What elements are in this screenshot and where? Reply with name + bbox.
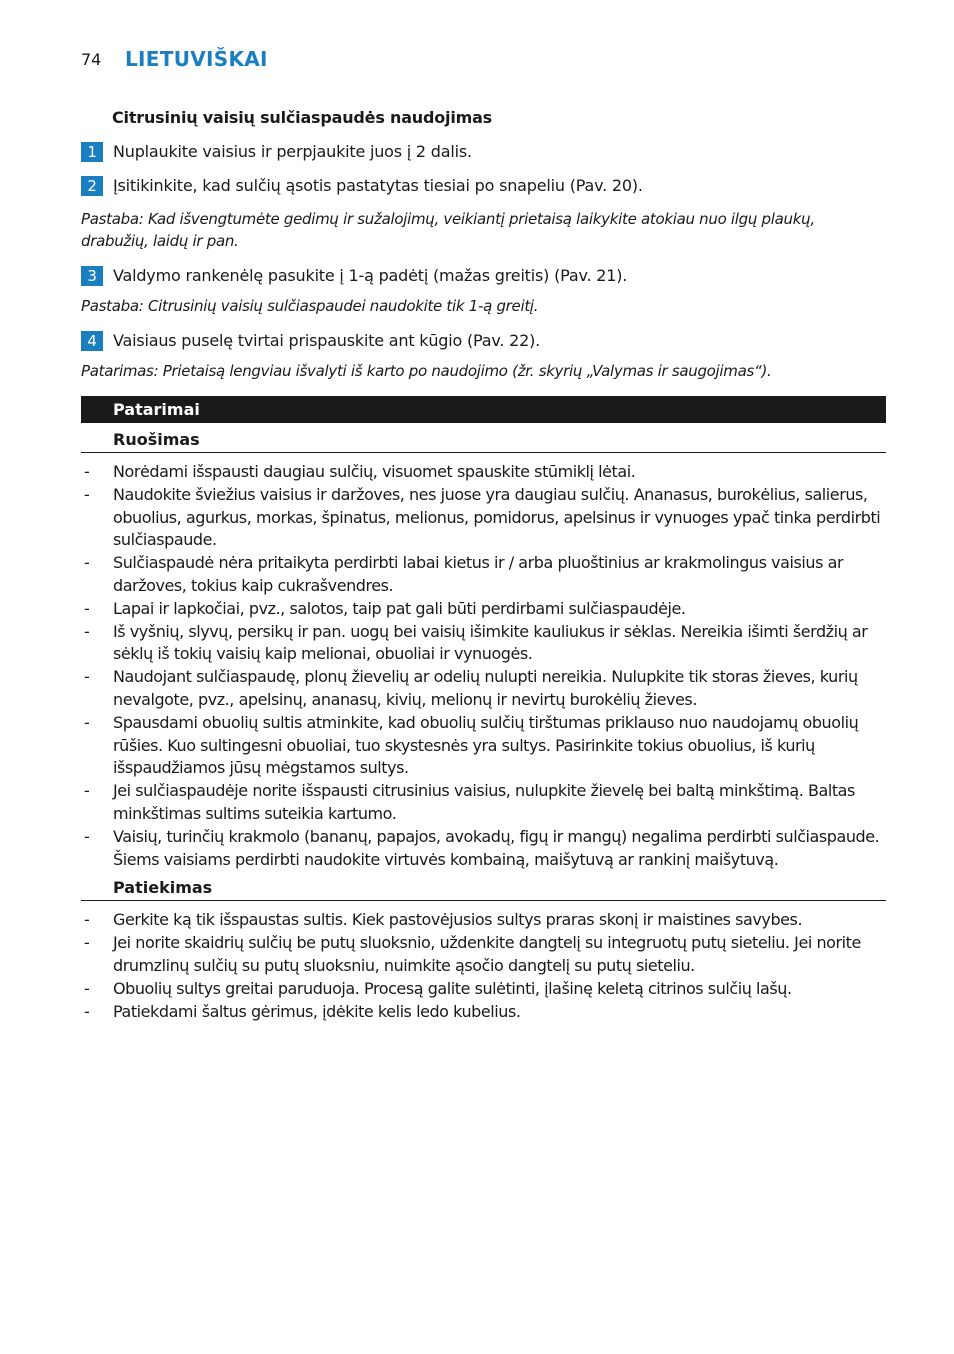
note-safety: Pastaba: Kad išvengtumėte gedimų ir sužalojimų, veikiantį prietaisą laikykite atokiau nuo ilgų plaukų, drabužių, laidų ir pan.: [81, 210, 815, 250]
tip-cleaning: Patarimas: Prietaisą lengviau išvalyti iš karto po naudojimo (žr. skyrių „Valymas ir saugojimas“).: [81, 362, 772, 380]
list-item: - Gerkite ką tik išspaustas sultis. Kiek pastovėjusios sultys praras skonį ir maistines savybes.: [81, 909, 886, 932]
list-item: - Jei norite skaidrių sulčių be putų sluoksnio, uždenkite dangtelį su integruotų putų sieteliu. Jei norite drumzlinų sulčių su putų sluoksniu, nuimkite ąsočio dangtelį su putų sieteliu.: [81, 932, 886, 978]
list-item: - Spausdami obuolių sultis atminkite, kad obuolių sulčių tirštumas priklauso nuo naudojamų obuolių rūšies. Kuo sultingesni obuoliai, tuo skystesnės yra sultys. Pasirinkite tokius obuolius, iš kurių išspaudžiamos jūsų mėgstamos sultys.: [81, 712, 886, 780]
language-title: LIETUVIŠKAI: [125, 47, 268, 71]
page-number: 74: [81, 50, 102, 69]
list-item: - Vaisių, turinčių krakmolo (bananų, papajos, avokadų, figų ir mangų) negalima perdirbti sulčiaspaude. Šiems vaisiams perdirbti naudokite virtuvės kombainą, maišytuvą ar rankinį maišytuvą.: [81, 826, 886, 872]
note-speed: Pastaba: Citrusinių vaisių sulčiaspaudei naudokite tik 1-ą greitį.: [81, 297, 539, 315]
step-number-badge: 3: [81, 266, 103, 286]
list-item: - Norėdami išspausti daugiau sulčių, visuomet spauskite stūmiklį lėtai.: [81, 461, 886, 484]
step-3: [81, 266, 886, 286]
section-bar-tips: Patarimai: [81, 396, 886, 423]
step-text: Vaisiaus puselę tvirtai prispauskite ant kūgio (Pav. 22).: [113, 331, 541, 350]
step-number-badge: 4: [81, 331, 103, 351]
step-2: [81, 176, 886, 196]
list-item: - Sulčiaspaudė nėra pritaikyta perdirbti labai kietus ir / arba pluoštinius ar krakmolingus vaisius ar daržoves, tokius kaip cukrašvendres.: [81, 552, 886, 598]
step-text: Nuplaukite vaisius ir perpjaukite juos į 2 dalis.: [113, 142, 472, 161]
step-1: [81, 142, 886, 162]
list-item: - Patiekdami šaltus gėrimus, įdėkite kelis ledo kubelius.: [81, 1001, 886, 1024]
sub-heading-serving: Patiekimas: [81, 878, 886, 901]
sub-heading-preparation: Ruošimas: [81, 430, 886, 453]
list-item: - Naudojant sulčiaspaudę, plonų žievelių ar odelių nulupti nereikia. Nulupkite tik storas žieves, kurių nevalgote, pvz., apelsinų, ananasų, kivių, melionų ir nevirtų burokėlių žieves.: [81, 666, 886, 712]
step-number-badge: 2: [81, 176, 103, 196]
list-item: - Jei sulčiaspaudėje norite išspausti citrusinius vaisius, nulupkite žievelę bei baltą minkštimą. Baltas minkštimas sultims suteikia kartumo.: [81, 780, 886, 826]
step-text: Įsitikinkite, kad sulčių ąsotis pastatytas tiesiai po snapeliu (Pav. 20).: [113, 176, 643, 195]
page-content: [81, 108, 886, 1023]
list-item: - Obuolių sultys greitai paruduoja. Procesą galite sulėtinti, įlašinę keletą citrinos sulčių lašų.: [81, 978, 886, 1001]
list-item: - Iš vyšnių, slyvų, persikų ir pan. uogų bei vaisių išimkite kauliukus ir sėklas. Nereikia išimti šerdžių ar sėklų iš tokių vaisių kaip melionai, obuoliai ir vynuogės.: [81, 621, 886, 667]
section-title-citrus: Citrusinių vaisių sulčiaspaudės naudojimas: [112, 108, 492, 127]
list-item: - Lapai ir lapkočiai, pvz., salotos, taip pat gali būti perdirbami sulčiaspaudėje.: [81, 598, 886, 621]
step-4: [81, 331, 886, 351]
step-number-badge: 1: [81, 142, 103, 162]
step-text: Valdymo rankenėlę pasukite į 1-ą padėtį (mažas greitis) (Pav. 21).: [113, 266, 628, 285]
list-item: - Naudokite šviežius vaisius ir daržoves, nes juose yra daugiau sulčių. Ananasus, burokėlius, salierus, obuolius, agurkus, morkas, špinatus, melionus, pomidorus, apelsinus ir vynuoges ypač tinka perdirbti sulčiaspaude.: [81, 484, 886, 552]
serving-list: [81, 909, 886, 1023]
preparation-list: [81, 461, 886, 871]
